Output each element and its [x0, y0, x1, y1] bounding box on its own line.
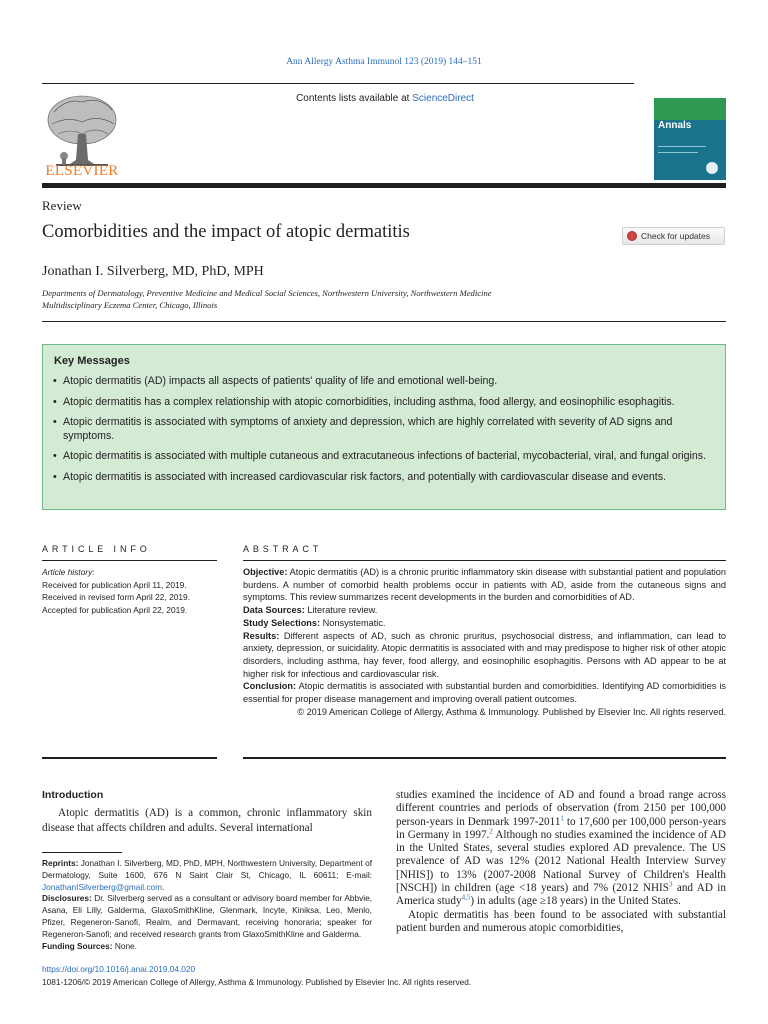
reprints-label: Reprints: — [42, 858, 79, 868]
funding-label: Funding Sources: — [42, 940, 113, 951]
funding-text: None. — [112, 940, 137, 951]
crossmark-icon — [627, 231, 637, 241]
abstract-heading: ABSTRACT — [243, 544, 323, 554]
incidence-text-2: to 17,600 per 100,000 person-years in Germany in 1997. — [396, 815, 726, 841]
cover-title: Annals — [658, 120, 692, 131]
reprints-text: Jonathan I. Silverberg, MD, PhD, MPH, Northwestern University, Department of Dermatology, Suite 1600, 676 N Saint Clair St, Chicago, IL 60611; E-mail: — [42, 858, 372, 880]
key-message-item: • Atopic dermatitis has a complex relationship with atopic comorbidities, including asthma, food allergy, and eosinophilic esophagitis. — [53, 396, 715, 410]
conclusion-label: Conclusion: — [243, 681, 297, 692]
article-info-bottom-rule — [42, 757, 217, 759]
article-type: Review — [42, 198, 82, 213]
abstract-conclusion — [243, 680, 726, 705]
abstract-data-sources — [243, 604, 726, 617]
conclusion-text: Atopic dermatitis is associated with substantial burden and comorbidities. Identifying AD comorbidities is essential for proper disease management and improving overall patient outcomes. — [243, 681, 726, 705]
article-title: Comorbidities and the impact of atopic dermatitis — [42, 222, 410, 242]
funding-note — [42, 941, 372, 953]
key-message-item: • Atopic dermatitis (AD) impacts all aspects of patients' quality of life and emotional well-being. — [53, 375, 715, 389]
abstract-body — [243, 566, 726, 718]
reference-1-link[interactable]: 1 — [560, 813, 564, 822]
history-accepted: Accepted for publication April 22, 2019. — [42, 604, 188, 615]
check-updates-label: Check for updates — [641, 231, 710, 241]
key-messages-box — [42, 344, 726, 510]
incidence-text-5: ) in adults (age ≥18 years) in the United States. — [470, 895, 681, 908]
affiliation-rule — [42, 321, 726, 322]
abstract-study-selections — [243, 617, 726, 630]
results-text: Different aspects of AD, such as chronic pruritus, psychosocial distress, and inflammation, can lead to anxiety, depression, or suicidality. Atopic dermatitis is associated with and may predispose to higher risk of other atopic disorders, including asthma, hay fever, food allergy, and eosinophilic esophagitis. Persons with AD appear to be at higher risk for infectious and cardiovascular risk. — [243, 630, 726, 679]
key-message-item: • Atopic dermatitis is associated with symptoms of anxiety and depression, which are highly correlated with severity of AD signs and symptoms. — [53, 416, 715, 443]
disclosures-text: Dr. Silverberg served as a consultant or advisory board member for Abbvie, Asana, Eli Lilly, Galderma, GlaxoSmithKline, Glenmark, Incyte, Kiniksa, Leo, Menlo, Pfizer, Regeneron-Sanofi, Realm, and Dermavant, receiving honoraria; speaker for Regeneron-Sanofi; and received research grants from GlaxoSmithKline and Galderma. — [42, 893, 372, 939]
history-revised: Received in revised form April 22, 2019. — [42, 592, 191, 602]
header-rule — [42, 83, 634, 84]
journal-cover[interactable] — [654, 90, 726, 180]
disclosures-label: Disclosures: — [42, 893, 92, 904]
results-label: Results: — [243, 630, 280, 641]
abstract-objective — [243, 566, 726, 604]
history-label: Article history: — [42, 567, 95, 577]
disclosures-note — [42, 893, 372, 940]
contents-prefix: Contents lists available at — [296, 93, 413, 104]
study-selections-text: Nonsystematic. — [320, 617, 386, 628]
cover-emblem-icon — [706, 162, 718, 174]
issn-copyright: 1081-1206/© 2019 American College of Allergy, Asthma & Immunology. Published by Elsevier Inc. All rights reserved. — [42, 977, 472, 987]
abstract-bottom-rule — [243, 757, 726, 759]
reference-3-link[interactable]: 3 — [669, 880, 673, 889]
article-history — [42, 566, 222, 616]
journal-citation[interactable]: Ann Allergy Asthma Immunol 123 (2019) 144–151 — [286, 57, 482, 67]
check-for-updates-button[interactable] — [622, 227, 725, 245]
study-selections-label: Study Selections: — [243, 617, 321, 628]
history-received: Received for publication April 11, 2019. — [42, 579, 187, 590]
data-sources-label: Data Sources: — [243, 605, 305, 616]
author-name: Jonathan I. Silverberg, MD, PhD, MPH — [42, 264, 264, 279]
email-period: . — [162, 881, 165, 892]
introduction-paragraph: Atopic dermatitis (AD) is a common, chronic inflammatory skin disease that affects children and adults. Several international — [42, 807, 372, 834]
author-affiliation — [42, 287, 562, 311]
reference-4-5-link[interactable]: 4,5 — [461, 893, 471, 902]
publisher-wordmark: ELSEVIER — [45, 163, 119, 179]
footnote-rule — [42, 852, 122, 853]
incidence-paragraph — [396, 789, 726, 909]
right-column — [396, 789, 726, 935]
abstract-results — [243, 630, 726, 681]
masthead-rule — [42, 183, 726, 188]
key-message-item: • Atopic dermatitis is associated with multiple cutaneous and extracutaneous infections of bacterial, mycobacterial, viral, and fungal origins. — [53, 450, 715, 464]
abstract-copyright: © 2019 American College of Allergy, Asthma & Immunology. Published by Elsevier Inc. All rights reserved. — [297, 706, 726, 717]
reference-2-link[interactable]: 2 — [489, 827, 493, 836]
incidence-text-4: and AD in America study — [396, 882, 726, 908]
author-email-link[interactable]: JonathanISilverberg@gmail.com — [42, 881, 163, 892]
key-message-item: • Atopic dermatitis is associated with increased cardiovascular risk factors, and potentially with cardiovascular disease and events. — [53, 471, 715, 485]
incidence-text-3: Although no studies examined the incidence of AD in the United States, several studies explored AD prevalence. The US prevalence of AD was 12% (2012 National Health Interview Survey [NHIS]) to 13% (2007-2008 National Survey of Children's Health [NSCH]) in children (age <18 years) and 7% (2012 NHIS — [396, 828, 726, 895]
article-info-rule — [42, 560, 217, 561]
affiliation-line-1: Departments of Dermatology, Preventive Medicine and Medical Social Sciences, Northwestern University, Northwestern Medicine — [42, 288, 492, 298]
burden-paragraph: Atopic dermatitis has been found to be associated with substantial patient burden and numerous atopic comorbidities, — [396, 908, 726, 934]
key-messages-title: Key Messages — [54, 355, 130, 367]
introduction-heading: Introduction — [42, 789, 104, 801]
footnotes — [42, 858, 372, 952]
doi-link[interactable]: https://doi.org/10.1016/j.anai.2019.04.020 — [42, 964, 196, 974]
reprints-note — [42, 858, 372, 893]
article-info-heading: ARTICLE INFO — [42, 544, 151, 554]
abstract-rule — [243, 560, 726, 561]
sciencedirect-link[interactable]: ScienceDirect — [412, 93, 474, 104]
contents-line — [200, 93, 570, 104]
incidence-text-1: studies examined the incidence of AD and found a broad range across different countries and periods of observation (from 2150 per 100,000 person-years in Denmark 1997-2011 — [396, 789, 726, 828]
data-sources-text: Literature review. — [304, 605, 378, 616]
objective-text: Atopic dermatitis (AD) is a chronic pruritic inflammatory skin disease with substantial patient and population burdens. A number of comorbid health problems occur in patients with AD, aside from the cutaneous signs and symptoms. This review summarizes recent developments in the burden and comorbidities of AD. — [243, 567, 726, 603]
objective-label: Objective: — [243, 567, 288, 577]
affiliation-line-2: Multidisciplinary Eczema Center, Chicago, Illinois — [42, 300, 218, 310]
key-messages-list — [53, 375, 715, 484]
